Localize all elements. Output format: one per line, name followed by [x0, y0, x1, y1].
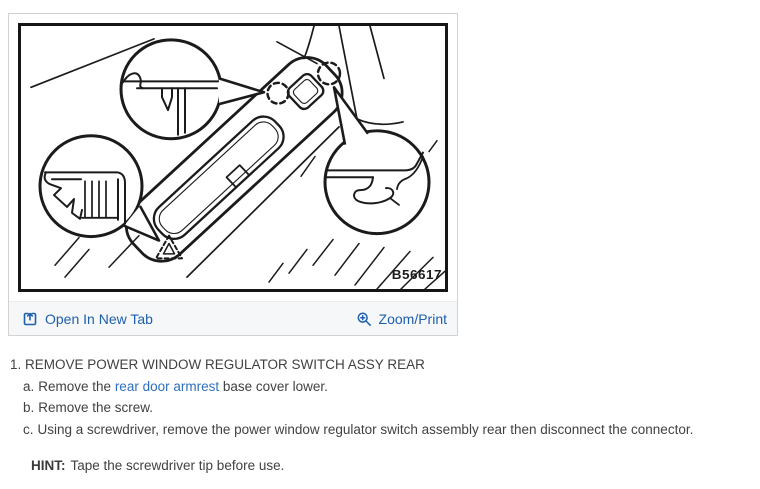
clip-marker-right [318, 63, 340, 85]
substep-b-label: b. [23, 400, 35, 415]
hint-text: Tape the screwdriver tip before use. [70, 458, 285, 473]
step-title [10, 354, 750, 376]
image-viewer-card [8, 13, 458, 336]
substeps-list [23, 376, 750, 441]
substep-b [23, 397, 750, 419]
substep-c [23, 419, 750, 441]
clip-marker-left [268, 83, 289, 104]
open-in-new-tab-link[interactable] [22, 311, 153, 327]
substep-a-label: a. [23, 378, 35, 394]
step-number: 1. [10, 357, 22, 372]
substep-c-text: Using a screwdriver, remove the power window regulator switch assembly rear then disconnect the connector. [37, 421, 694, 437]
callout-bottom-right [325, 87, 429, 233]
instructions-section [10, 354, 750, 477]
rear-door-armrest-link[interactable]: rear door armrest [114, 378, 220, 394]
open-in-new-tab-label: Open In New Tab [45, 310, 153, 327]
zoom-print-link[interactable] [356, 311, 447, 327]
diagram-image-area[interactable] [9, 14, 457, 301]
zoom-plus-icon [356, 311, 372, 327]
open-in-new-tab-icon [22, 311, 38, 327]
substep-a-pre: Remove the [38, 378, 115, 394]
callout-bottom-left [40, 136, 159, 241]
hint-line [31, 455, 750, 477]
pocket-tab [227, 165, 250, 187]
substep-a-post: base cover lower. [219, 378, 328, 394]
figure-code-label: B56617 [391, 267, 442, 283]
substep-c-label: c. [23, 421, 34, 437]
hint-label: HINT: [31, 458, 66, 473]
callout-bottom-right-pointer [334, 87, 368, 144]
diagram-frame [18, 23, 448, 292]
zoom-print-label: Zoom/Print [378, 310, 447, 327]
step-title-text: REMOVE POWER WINDOW REGULATOR SWITCH ASSY REAR [25, 357, 425, 372]
callout-top-left-pointer [219, 78, 264, 104]
callout-top-left [121, 40, 264, 139]
substep-a [23, 376, 750, 398]
substep-b-text: Remove the screw. [38, 400, 154, 415]
viewer-toolbar [9, 301, 457, 335]
armrest-diagram-svg [21, 26, 445, 289]
